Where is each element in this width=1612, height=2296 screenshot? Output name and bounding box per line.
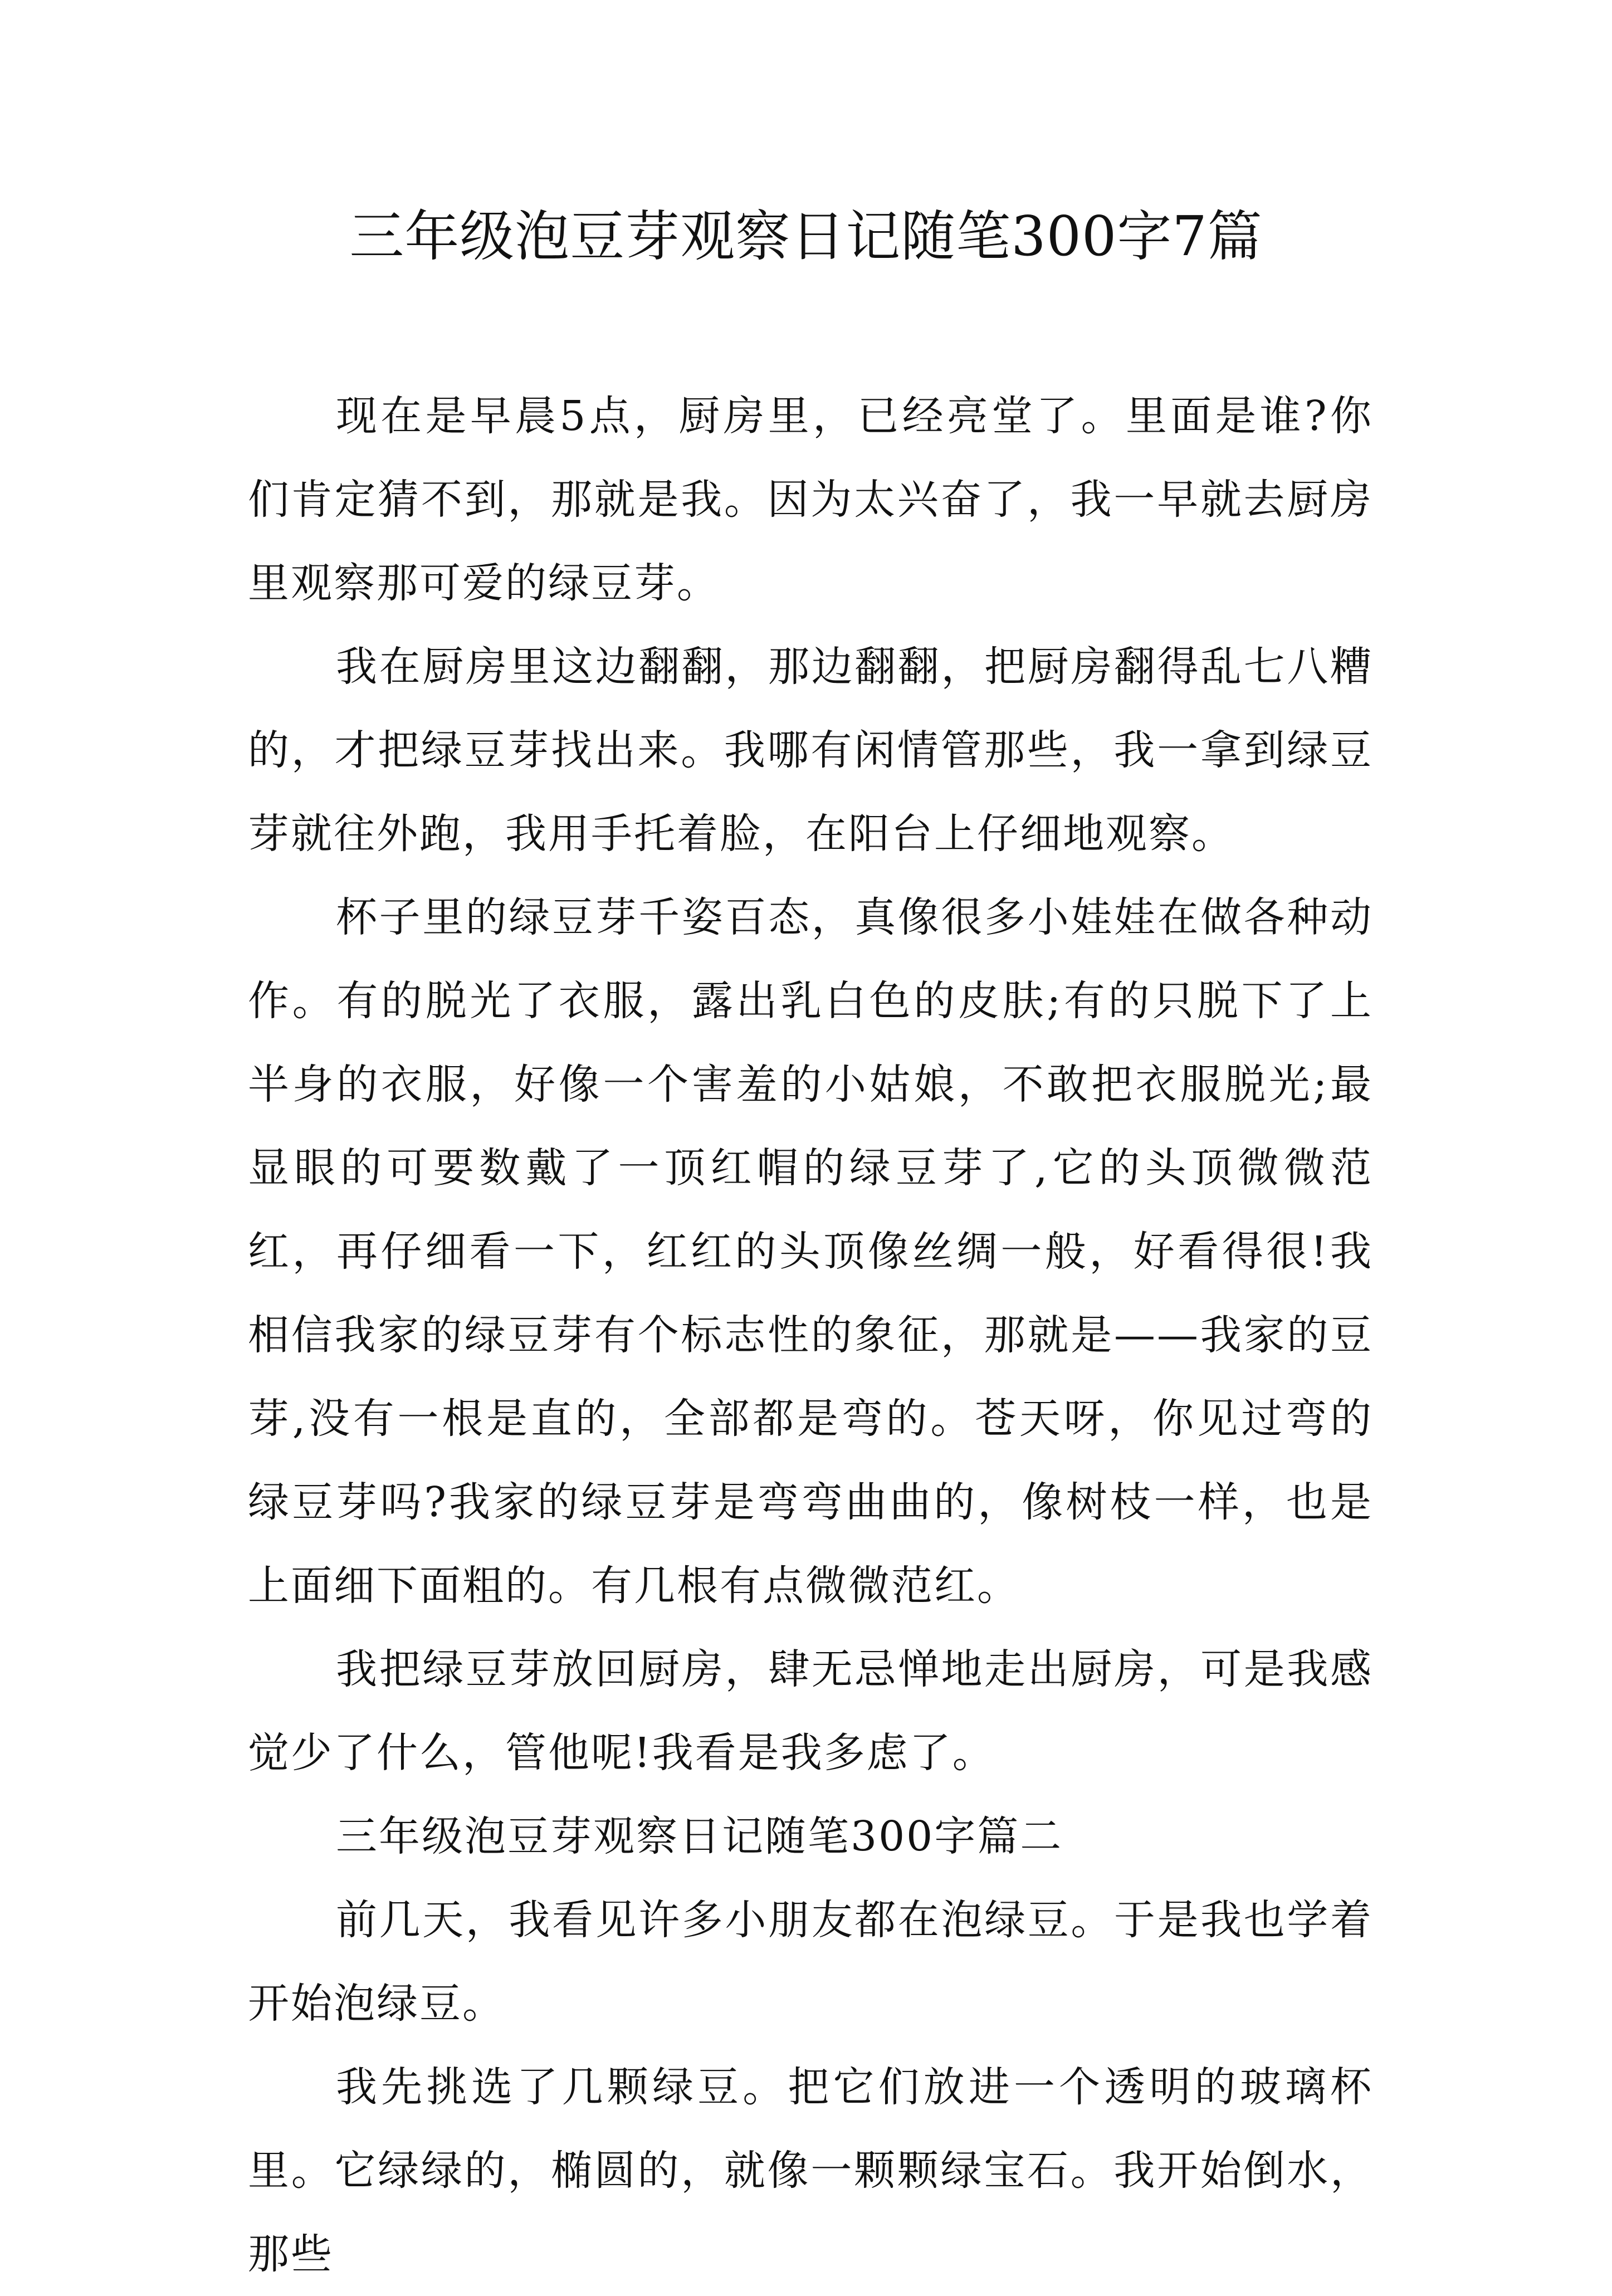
document-body [248,374,1373,2296]
section-heading: 三年级泡豆芽观察日记随笔300字篇二 [336,1813,1063,1860]
paragraph: 我把绿豆芽放回厨房，肆无忌惮地走出厨房，可是我感觉少了什么，管他呢!我看是我多虑了。 [248,1645,1373,1777]
paragraph: 前几天，我看见许多小朋友都在泡绿豆。于是我也学着开始泡绿豆。 [248,1896,1373,2028]
paragraph: 现在是早晨5点，厨房里，已经亮堂了。里面是谁?你们肯定猜不到，那就是我。因为太兴奋了，我一早就去厨房里观察那可爱的绿豆芽。 [248,392,1373,607]
paragraph: 我在厨房里这边翻翻，那边翻翻，把厨房翻得乱七八糟的，才把绿豆芽找出来。我哪有闲情管那些，我一拿到绿豆芽就往外跑，我用手托着脸，在阳台上仔细地观察。 [248,643,1373,858]
paragraph: 我先挑选了几颗绿豆。把它们放进一个透明的玻璃杯里。它绿绿的，椭圆的，就像一颗颗绿宝石。我开始倒水，那些 [248,2063,1373,2278]
paragraph: 杯子里的绿豆芽千姿百态，真像很多小娃娃在做各种动作。有的脱光了衣服，露出乳白色的皮肤;有的只脱下了上半身的衣服，好像一个害羞的小姑娘，不敢把衣服脱光;最显眼的可要数戴了一顶红帽的绿豆芽了,它的头顶微微范红，再仔细看一下，红红的头顶像丝绸一般，好看得很!我相信我家的绿豆芽有个标志性的象征，那就是——我家的豆芽,没有一根是直的，全部都是弯的。苍天呀，你见过弯的绿豆芽吗?我家的绿豆芽是弯弯曲曲的，像树枝一样，也是上面细下面粗的。有几根有点微微范红。 [248,893,1373,1610]
document-title: 三年级泡豆芽观察日记随笔300字7篇 [349,205,1263,268]
